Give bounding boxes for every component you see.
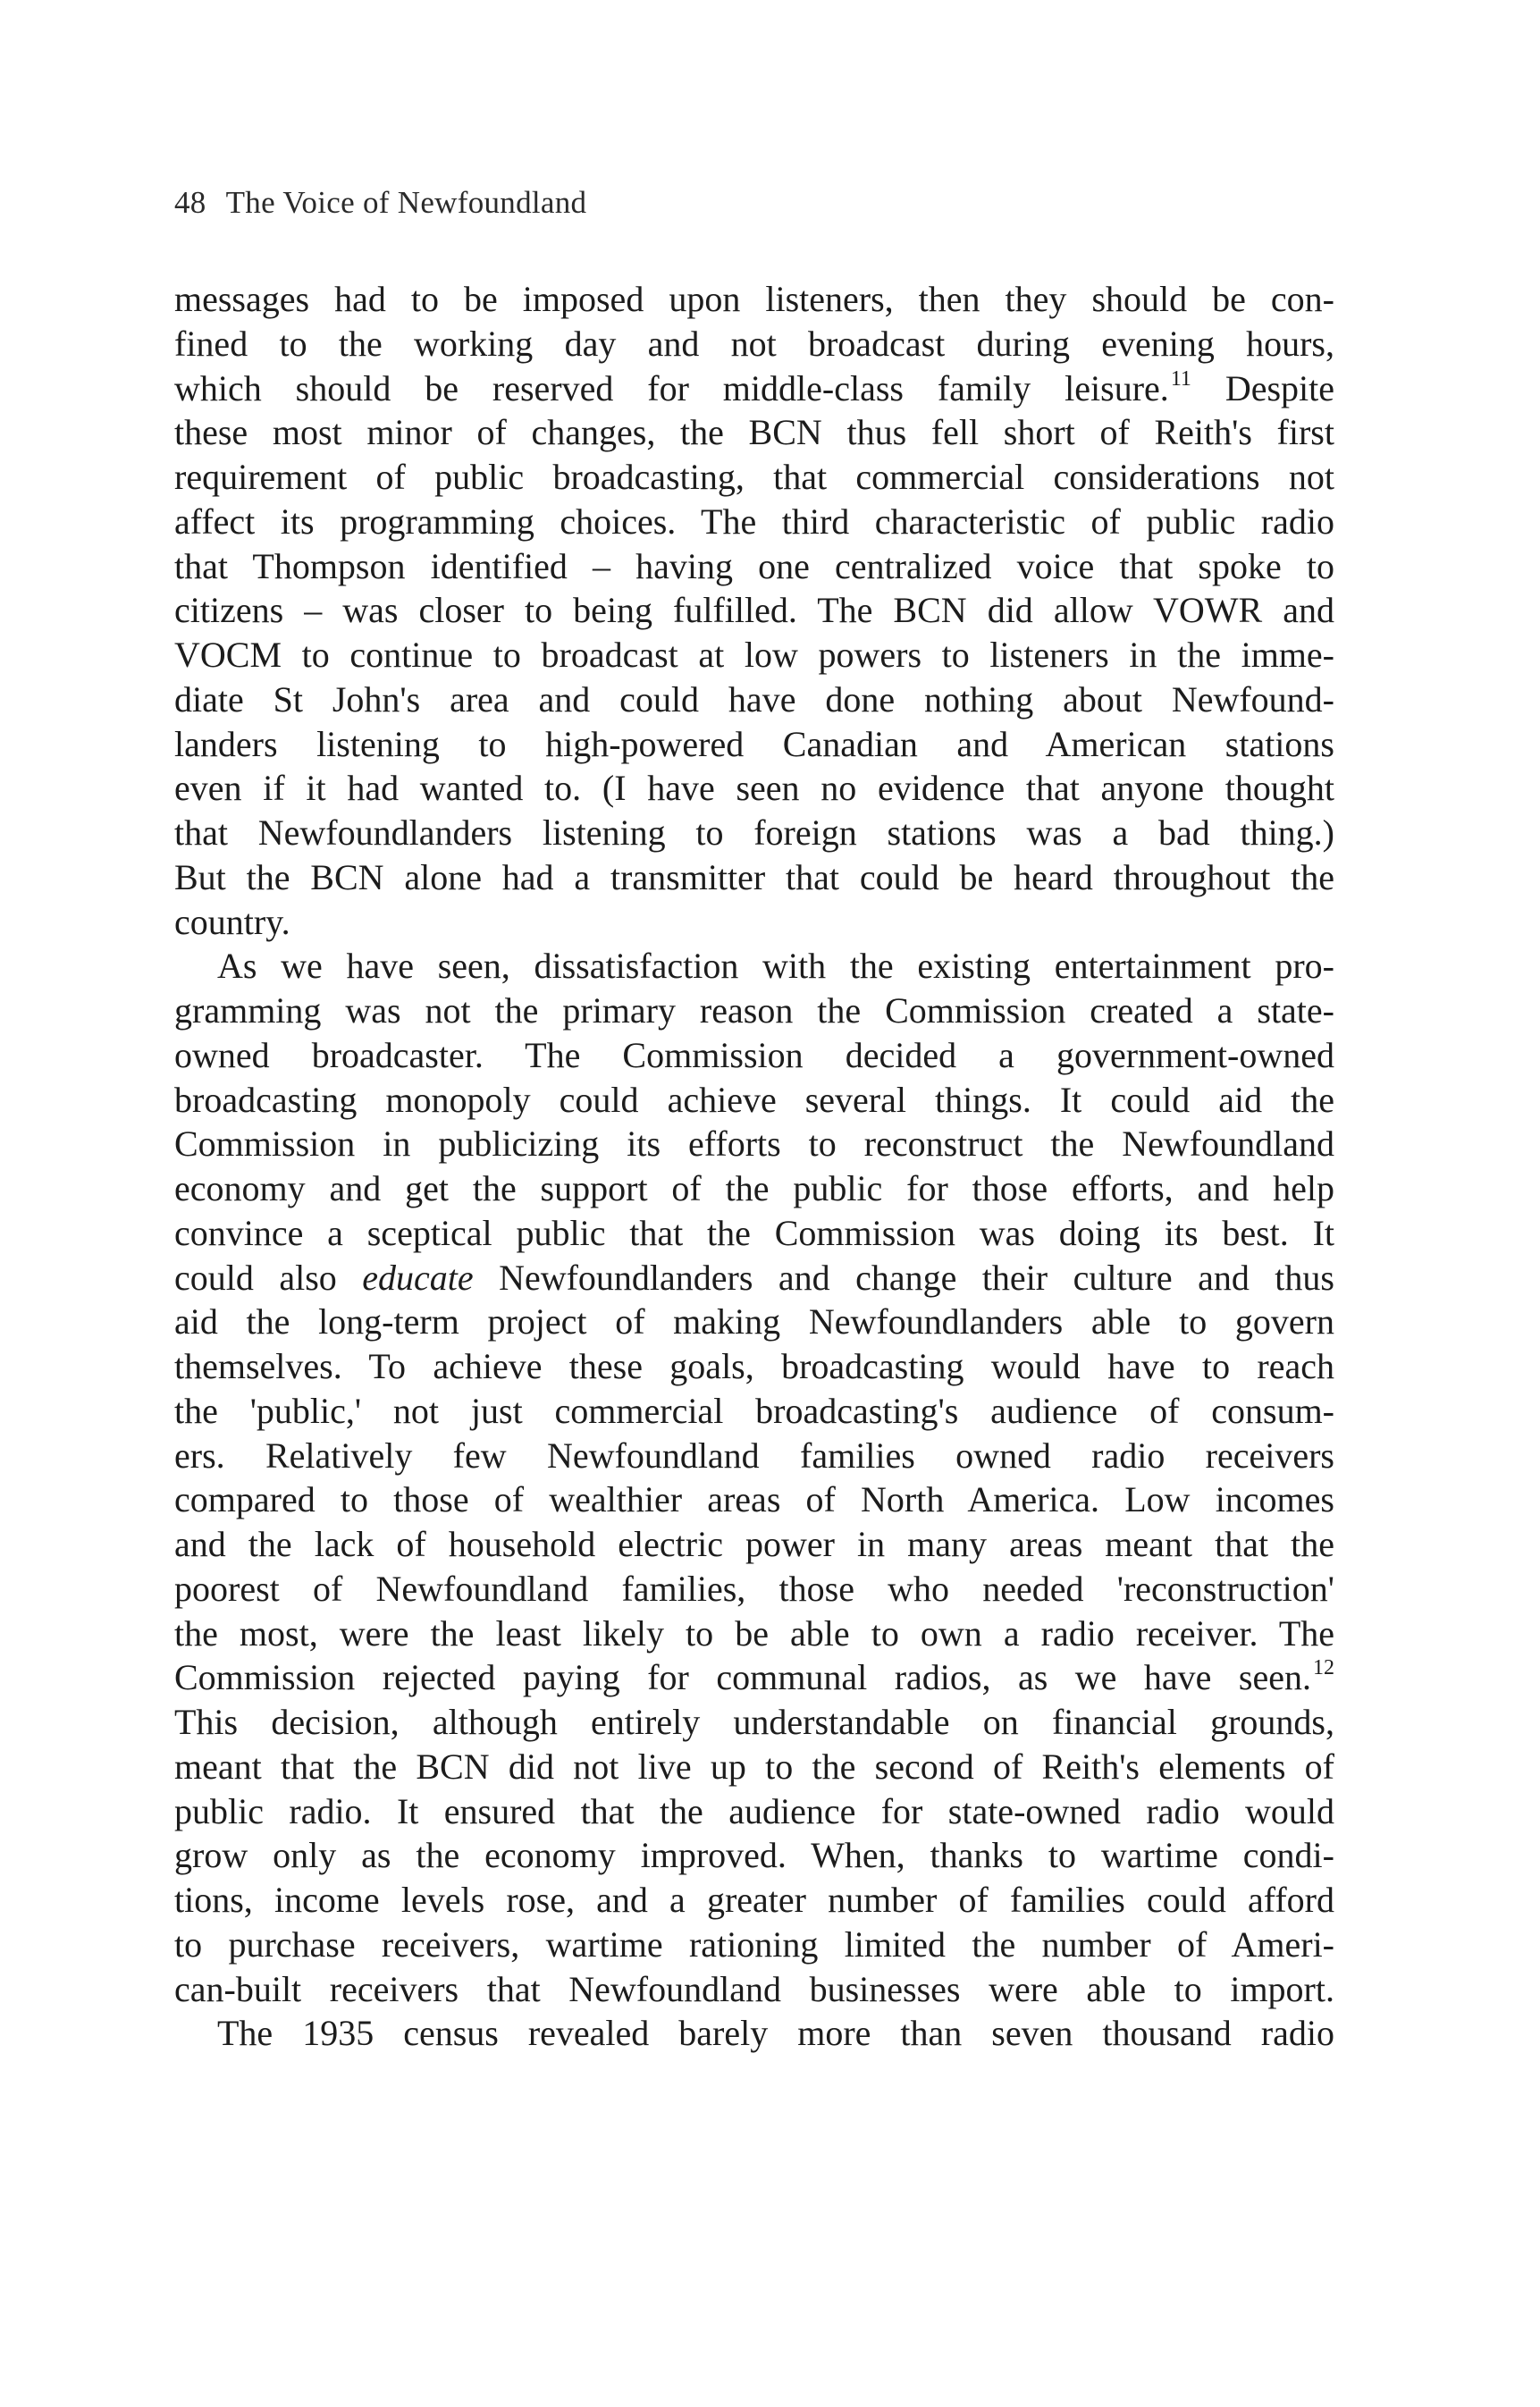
running-title: The Voice of Newfoundland: [225, 185, 587, 220]
text-line: But the BCN alone had a transmitter that could be heard throughout the: [174, 856, 1334, 897]
text-line: compared to those of wealthier areas of North America. Low incomes: [174, 1479, 1334, 1520]
text-line: that Thompson identified – having one centralized voice that spoke to: [174, 545, 1334, 586]
text-line: and the lack of household electric power in many areas meant that the: [174, 1524, 1334, 1564]
text-line: that Newfoundlanders listening to foreign stations was a bad thing.): [174, 812, 1334, 853]
text-line: economy and get the support of the public for those efforts, and help: [174, 1168, 1334, 1208]
page-number: 48: [174, 185, 206, 220]
text-line: the 'public,' not just commercial broadcasting's audience of consum-: [174, 1390, 1334, 1431]
text-line: gramming was not the primary reason the Commission created a state-: [174, 990, 1334, 1031]
text-line: diate St John's area and could have done nothing about Newfound-: [174, 678, 1334, 720]
text-fragment: Commission rejected paying for communal radios, as we have seen.: [174, 1657, 1311, 1698]
text-line: can-built receivers that Newfoundland businesses were able to import.: [174, 1968, 1334, 2009]
text-line: broadcasting monopoly could achieve several things. It could aid the: [174, 1079, 1334, 1120]
text-line: messages had to be imposed upon listeners, then they should be con-: [174, 279, 1334, 319]
text-line: ers. Relatively few Newfoundland families owned radio receivers: [174, 1435, 1334, 1476]
text-line: As we have seen, dissatisfaction with the existing entertainment pro-: [217, 946, 1334, 987]
body-text: [174, 277, 1334, 2056]
text-line: This decision, although entirely understandable on financial grounds,: [174, 1702, 1334, 1742]
text-line: aid the long-term project of making Newfoundlanders able to govern: [174, 1301, 1334, 1342]
text-fragment: which should be reserved for middle-class family leisure.: [174, 367, 1169, 408]
text-line: requirement of public broadcasting, that commercial considerations not: [174, 457, 1334, 497]
text-line: citizens – was closer to being fulfilled. The BCN did allow VOWR and: [174, 590, 1334, 631]
text-line: the most, were the least likely to be able to own a radio receiver. The: [174, 1612, 1334, 1654]
text-fragment: Newfoundlanders and change their culture and thus: [473, 1257, 1334, 1298]
text-line: grow only as the economy improved. When, thanks to wartime condi-: [174, 1835, 1334, 1876]
footnote-marker: 11: [1170, 366, 1191, 391]
text-line: affect its programming choices. The third characteristic of public radio: [174, 501, 1334, 542]
text-line: to purchase receivers, wartime rationing limited the number of Ameri-: [174, 1923, 1334, 1965]
text-line: themselves. To achieve these goals, broadcasting would have to reach: [174, 1346, 1334, 1386]
text-line: poorest of Newfoundland families, those who needed 'reconstruction': [174, 1568, 1334, 1609]
text-line: public radio. It ensured that the audience for state-owned radio would: [174, 1790, 1334, 1831]
text-line: convince a sceptical public that the Commission was doing its best. It: [174, 1212, 1334, 1253]
text-line: these most minor of changes, the BCN thus fell short of Reith's first: [174, 412, 1334, 453]
text-line: even if it had wanted to. (I have seen no evidence that anyone thought: [174, 768, 1334, 809]
text-line: tions, income levels rose, and a greater number of families could afford: [174, 1880, 1334, 1920]
emphasis: educate: [362, 1257, 474, 1298]
footnote-marker: 12: [1313, 1656, 1334, 1680]
text-line: [174, 1655, 1334, 1700]
text-line: The 1935 census revealed barely more than seven thousand radio: [217, 2013, 1334, 2054]
text-fragment: could also: [174, 1257, 363, 1298]
text-line: landers listening to high-powered Canadian and American stations: [174, 723, 1334, 764]
text-line: country.: [174, 901, 290, 942]
text-line: Commission in publicizing its efforts to reconstruct the Newfoundland: [174, 1124, 1334, 1165]
text-line: owned broadcaster. The Commission decided a government-owned: [174, 1034, 1334, 1075]
text-line: fined to the working day and not broadcast during evening hours,: [174, 323, 1334, 364]
text-line: [174, 1256, 1334, 1300]
text-fragment: Despite: [1191, 367, 1335, 408]
text-line: meant that the BCN did not live up to the second of Reith's elements of: [174, 1746, 1334, 1787]
text-line: VOCM to continue to broadcast at low powers to listeners in the imme-: [174, 635, 1334, 675]
text-line: [174, 366, 1334, 411]
running-head: [174, 183, 586, 223]
